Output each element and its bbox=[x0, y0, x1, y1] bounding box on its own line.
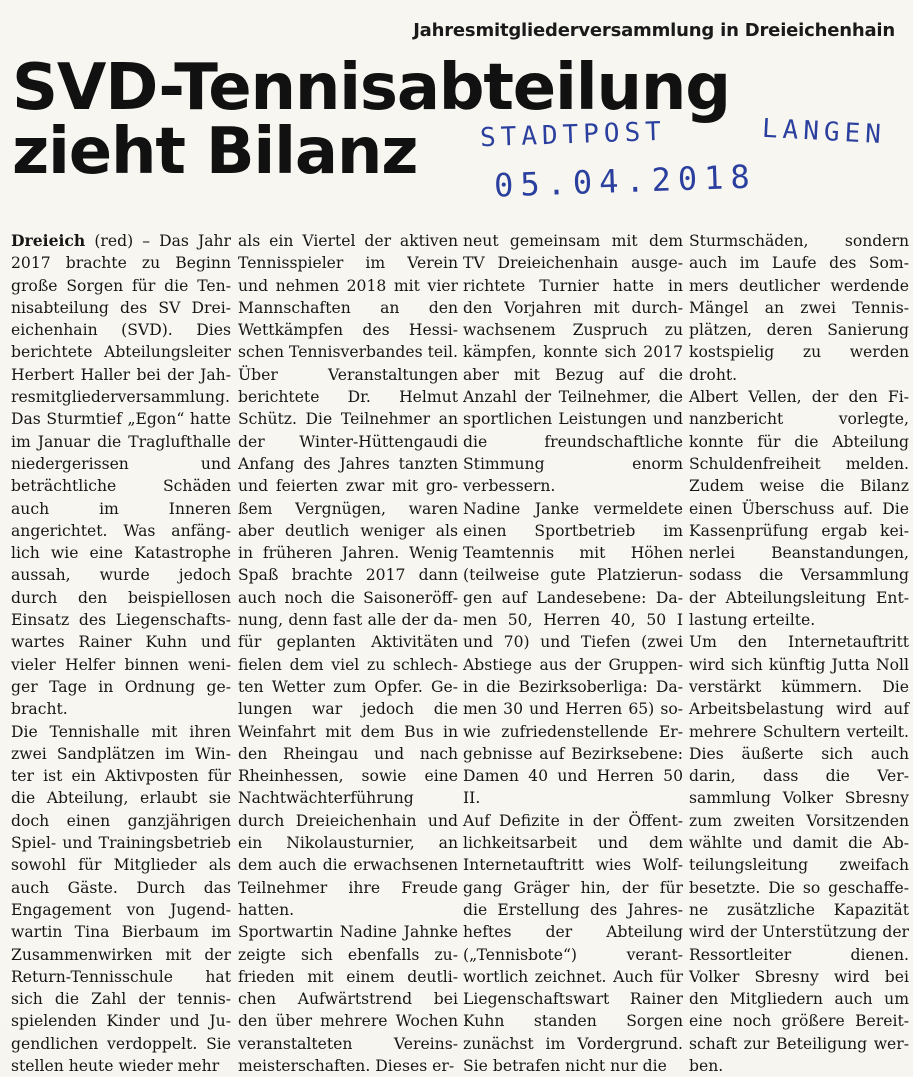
paragraph: neut gemeinsam mit dem TV Dreieichenhain ausgerichtete Turnier hatte in den Vorjahren mit durchwachsenem Zuspruch zu kämpfen, konnte sich 2017 aber mit Bezug auf die Anzahl der Teilnehmer, die sportlichen Leistungen und die freundschaftliche Stimmung enorm verbessern. bbox=[463, 232, 683, 496]
paragraph: Albert Vellen, der den Finanzbericht vorlegte, konnte für die Abteilung Schuldenfreiheit melden. Zudem weise die Bilanz einen Überschuss auf. Die Kassenprüfung ergab keinerlei Beanstandungen, sodass die Versammlung der Abteilungsleitung Entlastung erteilte. bbox=[689, 388, 909, 630]
paragraph-text: (red) – Das Jahr 2017 brachte zu Beginn große Sorgen für die Tennisabteilung des SV Dreieichenhain (SVD). Dies berichtete Abteilungsleiter Herbert Haller bei der Jahresmitgliederversammlung. Das Sturmtief „Egon“ hatte im Januar die Traglufthalle niedergerissen und beträchtliche Schäden auch im Inneren angerichtet. Was anfänglich wie eine Katastrophe aussah, wurde jedoch durch den beispiellosen Einsatz des Liegenschaftswartes Rainer Kuhn und vieler Helfer binnen weniger Tage in Ordnung gebracht. bbox=[11, 232, 231, 719]
kicker-line: Jahresmitgliederversammlung in Dreieichenhain bbox=[413, 20, 895, 41]
article-column-1 bbox=[11, 230, 231, 1077]
paragraph: Sportwartin Nadine Jahnke zeigte sich ebenfalls zufrieden mit einem deutlichen Aufwärtstrend bei den über mehrere Wochen veranstalteten Vereinsmeisterschaften. Dieses er- bbox=[238, 923, 458, 1075]
paragraph: als ein Viertel der aktiven Tennisspieler im Verein und nehmen 2018 mit vier Mannschaften an den Wettkämpfen des Hessischen Tennisverbandes teil. Über Veranstaltungen berichtete Dr. Helmut Schütz. Die Teilnehmer an der Winter-Hüttengaudi Anfang des Jahres tanzten und feierten zwar mit großem Vergnügen, waren aber deutlich weniger als in früheren Jahren. Wenig Spaß brachte 2017 dann auch noch die Saisoneröffnung, denn fast alle der dafür geplanten Aktivitäten fielen dem viel zu schlechten Wetter zum Opfer. Gelungen war jedoch die Weinfahrt mit dem Bus in den Rheingau und nach Rheinhessen, sowie eine Nachtwächterführung durch Dreieichenhain und ein Nikolausturnier, an dem auch die erwachsenen Teilnehmer ihre Freude hatten. bbox=[238, 232, 458, 919]
paragraph: Um den Internetauftritt wird sich künftig Jutta Noll verstärkt kümmern. Die Arbeitsbelastung wird auf mehrere Schultern verteilt. Dies äußerte sich auch darin, dass die Versammlung Volker Sbresny zum zweiten Vorsitzenden wählte und damit die Abteilungsleitung zweifach besetzte. Die so geschaffene zusätzliche Kapazität wird der Unterstützung der Ressortleiter dienen. Volker Sbresny wird bei den Mitgliedern auch um eine noch größere Bereitschaft zur Beteiligung werben. bbox=[689, 633, 909, 1075]
headline-line-2: zieht Bilanz bbox=[12, 115, 418, 189]
article-column-4 bbox=[689, 230, 909, 1077]
paragraph: Auf Defizite in der Öffentlichkeitsarbeit und dem Internetauftritt wies Wolfgang Gräger hin, der für die Erstellung des Jahresheftes der Abteilung („Tennisbote“) verantwortlich zeichnet. Auch für Liegenschaftswart Rainer Kuhn standen Sorgen zunächst im Vordergrund. Sie betrafen nicht nur die bbox=[463, 811, 683, 1075]
stamp-date: 05.04.2018 bbox=[493, 157, 758, 205]
headline-line-1: SVD-Tennisabteilung bbox=[12, 51, 730, 125]
paragraph: Nadine Janke vermeldete einen Sportbetrieb im Teamtennis mit Höhen (teilweise gute Platzierungen auf Landesebene: Damen 50, Herren 40, 50 I und 70) und Tiefen (zwei Abstiege aus der Gruppen- in die Bezirksoberliga: Damen 30 und Herren 65) sowie zufriedenstellende Ergebnisse auf Bezirksebene: Damen 40 und Herren 50 II. bbox=[463, 499, 683, 808]
paragraph: Sturmschäden, sondern auch im Laufe des Sommers deutlicher werdende Mängel an zwei Tennisplätzen, deren Sanierung kostspielig zu werden droht. bbox=[689, 232, 909, 384]
stamp-publication: STADTPOST bbox=[479, 116, 667, 154]
paragraph bbox=[11, 230, 231, 721]
stamp-city: LANGEN bbox=[761, 113, 887, 151]
dateline: Dreieich bbox=[11, 231, 86, 250]
paragraph: Die Tennishalle mit ihren zwei Sandplätzen im Winter ist ein Aktivposten für die Abteilung, erlaubt sie doch einen ganzjährigen Spiel- und Trainingsbetrieb sowohl für Mitglieder als auch Gäste. Durch das Engagement von Jugendwartin Tina Bierbaum im Zusammenwirken mit der Return-Tennisschule hat sich die Zahl der tennisspielenden Kinder und Jugendlichen verdoppelt. Sie stellen heute wieder mehr bbox=[11, 722, 231, 1075]
article-column-2 bbox=[238, 230, 458, 1077]
article-column-3 bbox=[463, 230, 683, 1077]
